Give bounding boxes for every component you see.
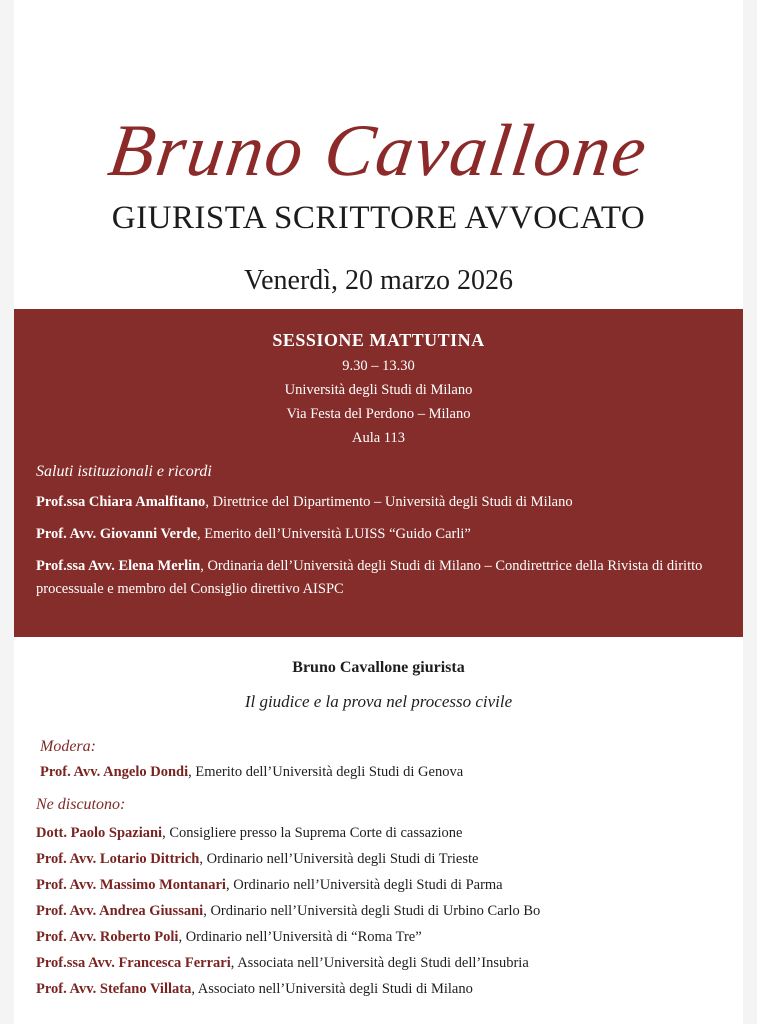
discussant-name: Prof. Avv. Lotario Dittrich — [36, 851, 200, 867]
panel-title: Bruno Cavallone giurista — [292, 659, 465, 676]
list-item — [36, 976, 540, 1002]
speaker-name: Prof.ssa Avv. Elena Merlin — [36, 558, 201, 574]
speaker-role: , Ordinaria dell’Università degli Studi di Milano – Condirettrice della Rivista di diritto processuale e membro del Consiglio direttivo AISPC — [36, 558, 703, 597]
panel-section — [0, 658, 757, 712]
script-title: Bruno Cavallone — [103, 110, 654, 192]
greetings-label: Saluti istituzionali e ricordi — [36, 463, 212, 480]
session-room: Aula 113 — [351, 430, 406, 446]
discussants-list — [36, 820, 540, 1002]
session-address: Via Festa del Perdono – Milano — [286, 406, 471, 422]
speaker-role: , Direttrice del Dipartimento – Università degli Studi di Milano — [205, 494, 573, 510]
speaker-name: Prof. Avv. Giovanni Verde — [36, 526, 197, 542]
discussant-role: , Associato nell’Università degli Studi di Milano — [191, 981, 473, 997]
session-info — [14, 309, 743, 450]
speaker-name: Prof.ssa Chiara Amalfitano — [36, 494, 206, 510]
list-item — [36, 872, 540, 898]
speaker-item — [36, 523, 713, 546]
discussant-role: , Ordinario nell’Università degli Studi di Urbino Carlo Bo — [203, 903, 541, 919]
speaker-item — [36, 555, 713, 601]
discussant-role: , Ordinario nell’Università degli Studi di Trieste — [199, 851, 479, 867]
moderator-role: , Emerito dell’Università degli Studi di Genova — [188, 764, 464, 780]
discussant-role: , Consigliere presso la Suprema Corte di cassazione — [162, 825, 463, 841]
discussant-role: , Associata nell’Università degli Studi dell’Insubria — [230, 955, 529, 971]
list-item — [36, 924, 540, 950]
discussants-label: Ne discutono: — [36, 796, 126, 813]
event-date: Venerdì, 20 marzo 2026 — [243, 265, 514, 296]
discussant-role: , Ordinario nell’Università degli Studi di Parma — [225, 877, 503, 893]
discussant-role: , Ordinario nell’Università di “Roma Tre” — [178, 929, 422, 945]
session-time: 9.30 – 13.30 — [342, 358, 415, 374]
list-item — [36, 898, 540, 924]
discussant-name: Prof. Avv. Andrea Giussani — [36, 903, 204, 919]
speaker-item — [36, 491, 713, 514]
discussant-name: Prof. Avv. Stefano Villata — [36, 981, 192, 997]
event-subtitle: GIURISTA SCRITTORE AVVOCATO — [111, 200, 646, 236]
discussant-name: Prof.ssa Avv. Francesca Ferrari — [36, 955, 231, 971]
morning-session-band — [14, 309, 743, 637]
speaker-role: , Emerito dell’Università LUISS “Guido Carli” — [197, 526, 471, 542]
flyer-header — [0, 108, 757, 298]
discussant-name: Dott. Paolo Spaziani — [36, 825, 163, 841]
moderator-item — [40, 764, 463, 781]
list-item — [36, 846, 540, 872]
list-item — [36, 820, 540, 846]
session-venue: Università degli Studi di Milano — [284, 382, 473, 398]
discussant-name: Prof. Avv. Massimo Montanari — [36, 877, 226, 893]
panel-subtitle: Il giudice e la prova nel processo civile — [244, 692, 513, 711]
discussant-name: Prof. Avv. Roberto Poli — [36, 929, 179, 945]
list-item — [36, 950, 540, 976]
moderator-name: Prof. Avv. Angelo Dondi — [40, 764, 189, 780]
moderator-label: Modera: — [40, 738, 96, 755]
session-title: SESSIONE MATTUTINA — [272, 330, 485, 350]
